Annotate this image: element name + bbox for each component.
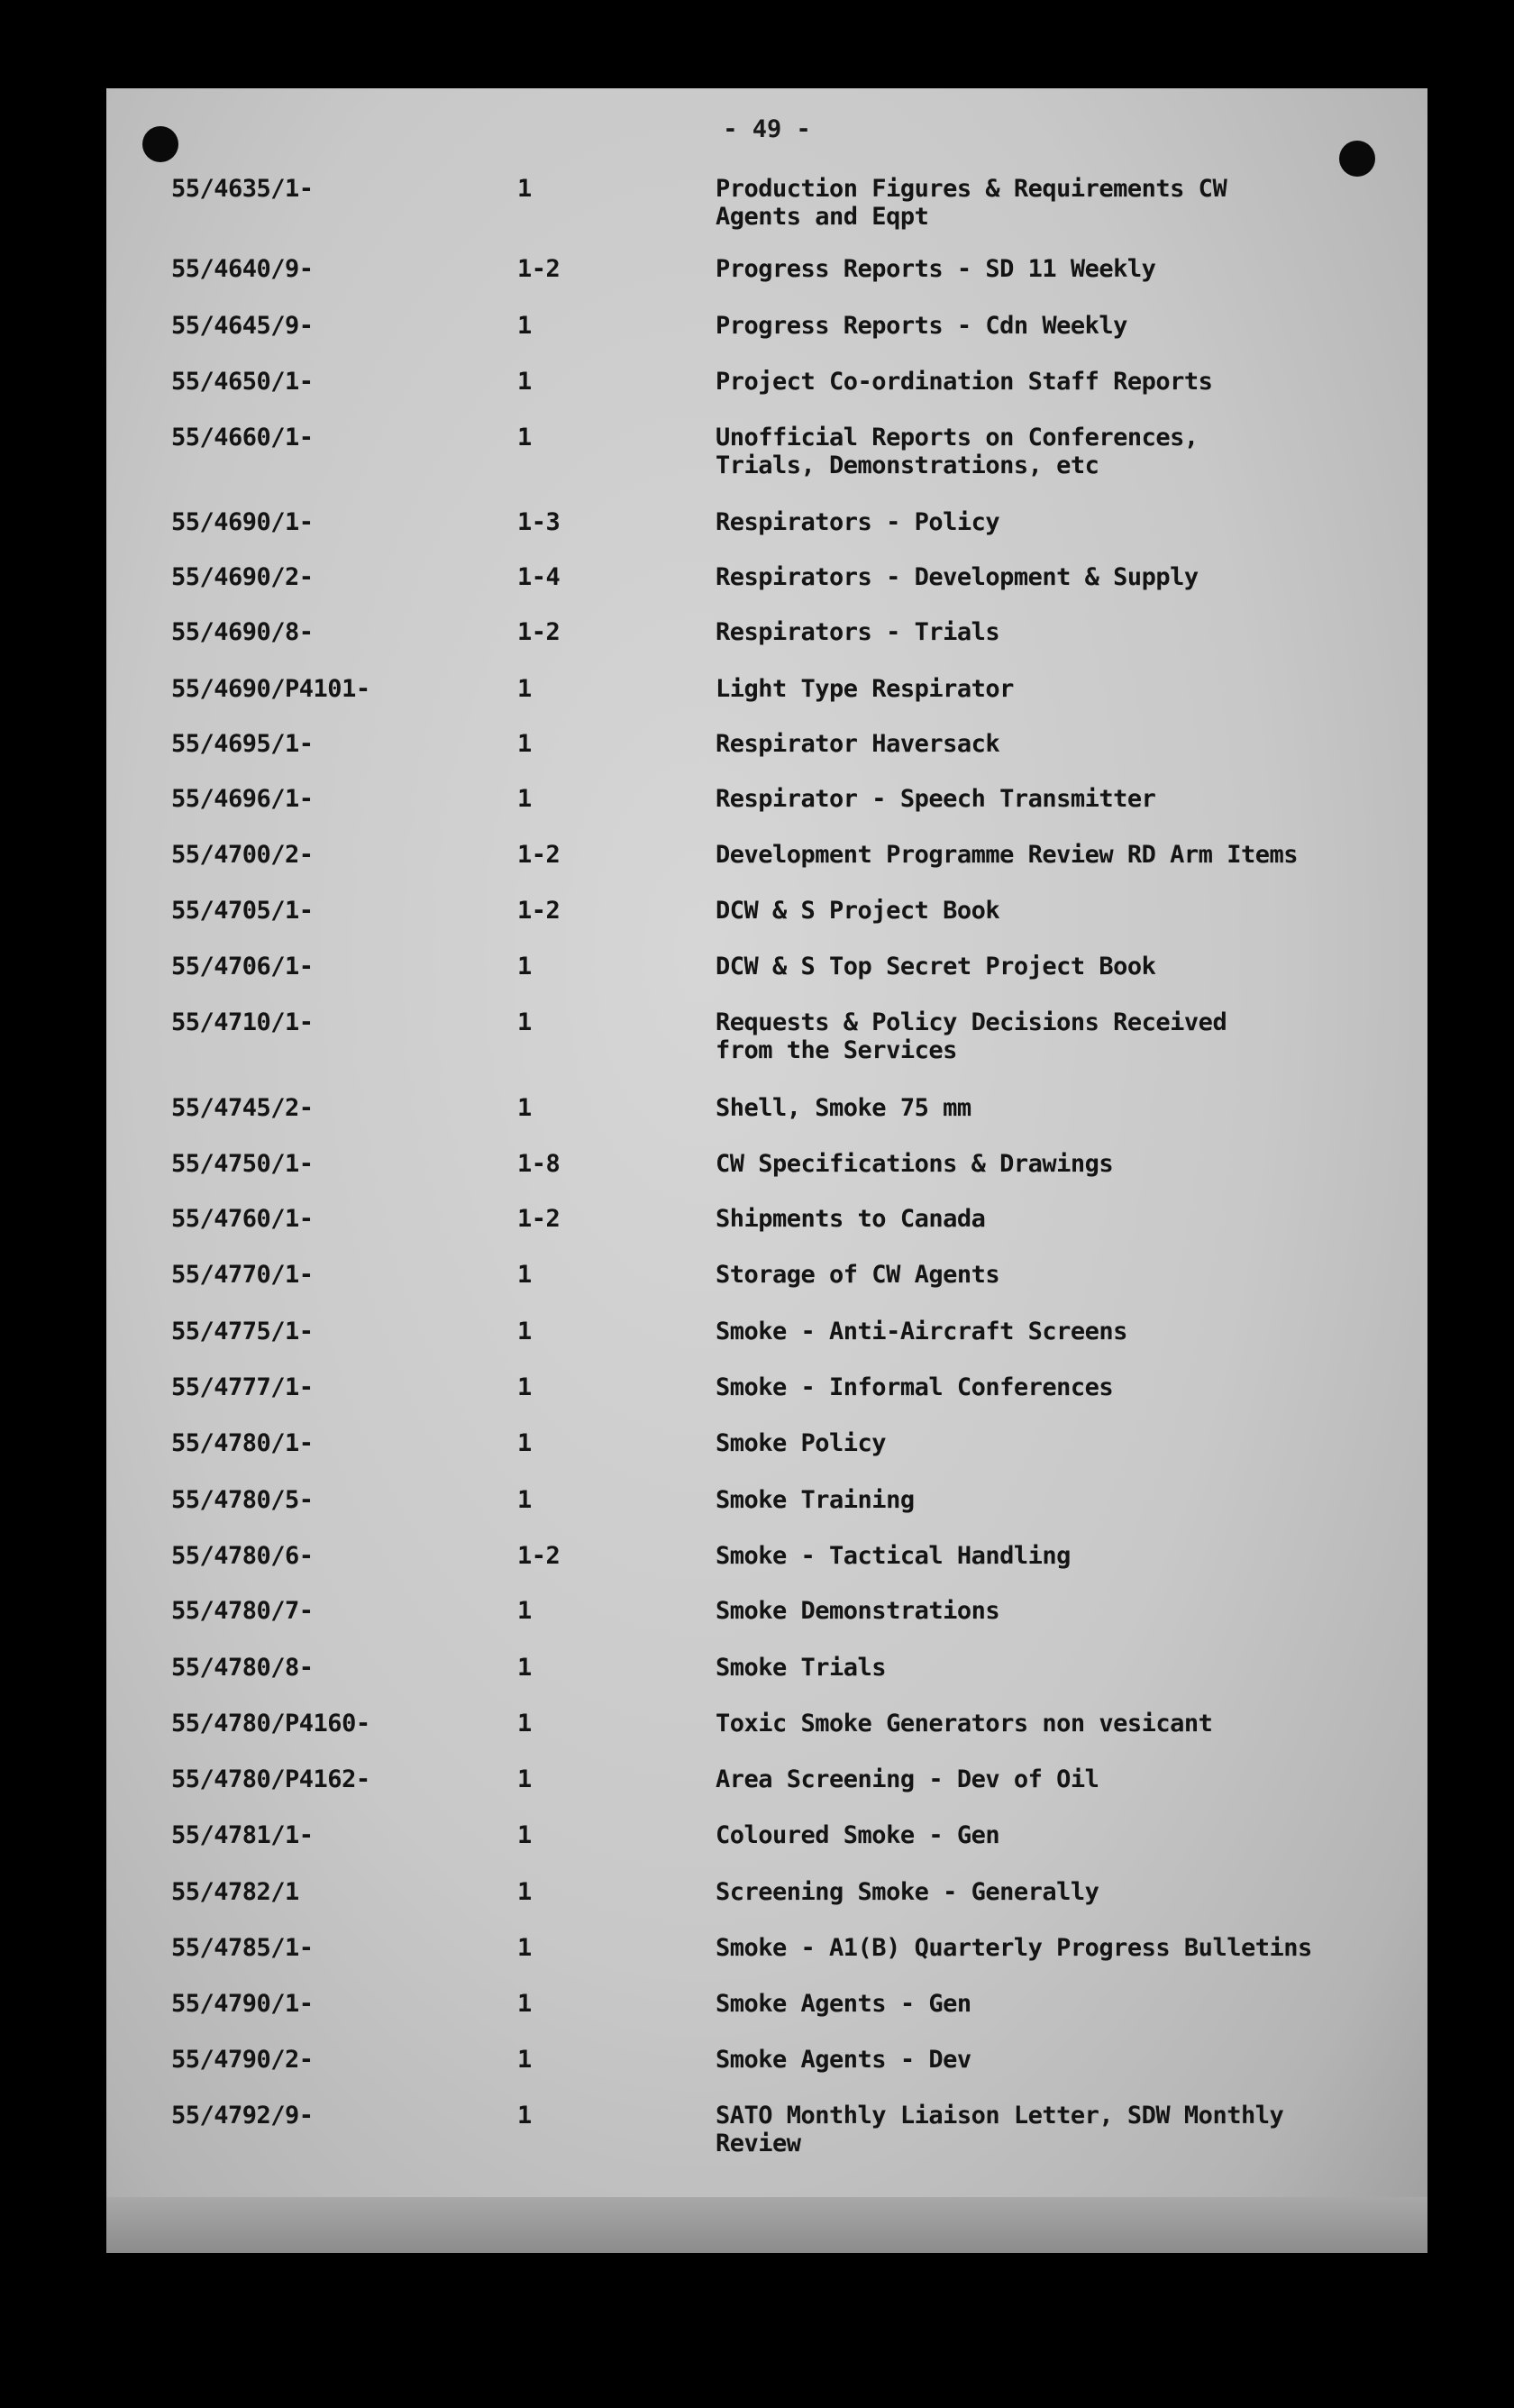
file-number: 55/4785/1- [171,1934,314,1962]
volume-range: 1-2 [517,841,561,869]
file-number: 55/4745/2- [171,1094,314,1122]
subject-line: Coloured Smoke - Gen [716,1821,1000,1849]
subject-line: Review [716,2130,801,2157]
file-subject [716,508,1418,536]
volume-range: 1-2 [517,1205,561,1233]
subject-line: Agents and Eqpt [716,203,929,231]
file-subject [716,1150,1418,1178]
file-subject [716,1934,1418,1962]
file-number: 55/4645/9- [171,312,314,340]
file-subject [716,1990,1418,2018]
subject-line: Progress Reports - Cdn Weekly [716,312,1127,340]
subject-line: Smoke Agents - Gen [716,1990,971,2018]
file-subject [716,1821,1418,1849]
file-number: 55/4780/8- [171,1654,314,1682]
file-number: 55/4780/P4162- [171,1765,370,1793]
volume-range: 1 [517,2102,532,2130]
file-number: 55/4690/2- [171,563,314,591]
file-number: 55/4777/1- [171,1373,314,1401]
subject-line: Respirators - Policy [716,508,1000,536]
subject-line: Toxic Smoke Generators non vesicant [716,1710,1213,1738]
file-subject [716,841,1418,869]
subject-line: Requests & Policy Decisions Received [716,1008,1227,1036]
file-subject [716,675,1418,703]
subject-line: Smoke - Tactical Handling [716,1542,1071,1570]
subject-line: Storage of CW Agents [716,1261,1000,1289]
file-subject [716,1542,1418,1570]
file-subject [716,1373,1418,1401]
file-number: 55/4750/1- [171,1150,314,1178]
subject-line: Smoke Training [716,1486,915,1514]
volume-range: 1 [517,1429,532,1457]
file-number: 55/4710/1- [171,1008,314,1036]
volume-range: 1 [517,1486,532,1514]
file-number: 55/4696/1- [171,785,314,813]
file-number: 55/4690/8- [171,618,314,646]
volume-range: 1 [517,1710,532,1738]
subject-line: CW Specifications & Drawings [716,1150,1114,1178]
subject-line: Respirator Haversack [716,730,1000,758]
file-subject [716,785,1418,813]
file-subject [716,730,1418,758]
subject-line: Screening Smoke - Generally [716,1878,1099,1906]
file-subject [716,1710,1418,1738]
file-number: 55/4635/1- [171,175,314,203]
file-number: 55/4660/1- [171,424,314,452]
subject-line: Smoke - Informal Conferences [716,1373,1114,1401]
subject-line: Respirators - Development & Supply [716,563,1199,591]
volume-range: 1 [517,1094,532,1122]
subject-line: Smoke - A1(B) Quarterly Progress Bulletins [716,1934,1312,1962]
file-subject [716,175,1418,231]
volume-range: 1 [517,1261,532,1289]
file-number: 55/4760/1- [171,1205,314,1233]
file-number: 55/4790/2- [171,2046,314,2074]
volume-range: 1 [517,785,532,813]
page-bottom-edge [106,2197,1427,2253]
document-page [106,88,1427,2253]
volume-range: 1 [517,1597,532,1625]
file-subject [716,618,1418,646]
file-subject [716,1486,1418,1514]
file-number: 55/4792/9- [171,2102,314,2130]
file-number: 55/4780/P4160- [171,1710,370,1738]
volume-range: 1 [517,368,532,396]
subject-line: DCW & S Top Secret Project Book [716,953,1156,981]
file-subject [716,1597,1418,1625]
subject-line: Shipments to Canada [716,1205,986,1233]
volume-range: 1 [517,1373,532,1401]
subject-line: Light Type Respirator [716,675,1014,703]
volume-range: 1-2 [517,618,561,646]
file-number: 55/4706/1- [171,953,314,981]
subject-line: Progress Reports - SD 11 Weekly [716,255,1156,283]
file-number: 55/4780/6- [171,1542,314,1570]
file-subject [716,424,1418,479]
subject-line: Smoke - Anti-Aircraft Screens [716,1318,1127,1345]
volume-range: 1 [517,675,532,703]
file-subject [716,1654,1418,1682]
volume-range: 1 [517,1765,532,1793]
file-number: 55/4695/1- [171,730,314,758]
volume-range: 1-2 [517,1542,561,1570]
subject-line: Smoke Agents - Dev [716,2046,971,2074]
subject-line: Area Screening - Dev of Oil [716,1765,1099,1793]
file-subject [716,2046,1418,2074]
subject-line: DCW & S Project Book [716,897,1000,925]
subject-line: Development Programme Review RD Arm Items [716,841,1298,869]
file-subject [716,1008,1418,1064]
subject-line: Respirators - Trials [716,618,1000,646]
subject-line: Unofficial Reports on Conferences, [716,424,1199,452]
file-subject [716,563,1418,591]
subject-line: from the Services [716,1036,957,1064]
file-number: 55/4780/7- [171,1597,314,1625]
file-subject [716,953,1418,981]
subject-line: Trials, Demonstrations, etc [716,452,1099,479]
volume-range: 1 [517,1654,532,1682]
file-number: 55/4690/1- [171,508,314,536]
file-number: 55/4780/1- [171,1429,314,1457]
file-number: 55/4780/5- [171,1486,314,1514]
file-subject [716,368,1418,396]
volume-range: 1 [517,1878,532,1906]
volume-range: 1-4 [517,563,561,591]
volume-range: 1-2 [517,897,561,925]
volume-range: 1 [517,175,532,203]
file-subject [716,897,1418,925]
file-number: 55/4705/1- [171,897,314,925]
subject-line: SATO Monthly Liaison Letter, SDW Monthly [716,2102,1284,2130]
volume-range: 1 [517,1934,532,1962]
subject-line: Project Co-ordination Staff Reports [716,368,1213,396]
file-subject [716,1878,1418,1906]
volume-range: 1 [517,1318,532,1345]
file-number: 55/4782/1 [171,1878,299,1906]
page-number: - 49 - [723,115,811,143]
volume-range: 1 [517,312,532,340]
file-subject [716,1765,1418,1793]
subject-line: Respirator - Speech Transmitter [716,785,1156,813]
subject-line: Smoke Trials [716,1654,887,1682]
volume-range: 1 [517,730,532,758]
file-number: 55/4650/1- [171,368,314,396]
subject-line: Production Figures & Requirements CW [716,175,1227,203]
file-subject [716,255,1418,283]
volume-range: 1 [517,1008,532,1036]
file-number: 55/4775/1- [171,1318,314,1345]
file-subject [716,1094,1418,1122]
volume-range: 1 [517,953,532,981]
file-subject [716,1318,1418,1345]
file-subject [716,1205,1418,1233]
file-subject [716,2102,1418,2157]
volume-range: 1 [517,1990,532,2018]
subject-line: Smoke Demonstrations [716,1597,1000,1625]
file-number: 55/4640/9- [171,255,314,283]
volume-range: 1-8 [517,1150,561,1178]
file-subject [716,312,1418,340]
file-subject [716,1429,1418,1457]
file-number: 55/4700/2- [171,841,314,869]
file-number: 55/4770/1- [171,1261,314,1289]
file-number: 55/4781/1- [171,1821,314,1849]
file-number: 55/4690/P4101- [171,675,370,703]
volume-range: 1 [517,1821,532,1849]
volume-range: 1 [517,424,532,452]
subject-line: Smoke Policy [716,1429,887,1457]
volume-range: 1-3 [517,508,561,536]
file-subject [716,1261,1418,1289]
volume-range: 1-2 [517,255,561,283]
volume-range: 1 [517,2046,532,2074]
subject-line: Shell, Smoke 75 mm [716,1094,971,1122]
punch-hole-right [1339,141,1375,177]
file-number: 55/4790/1- [171,1990,314,2018]
